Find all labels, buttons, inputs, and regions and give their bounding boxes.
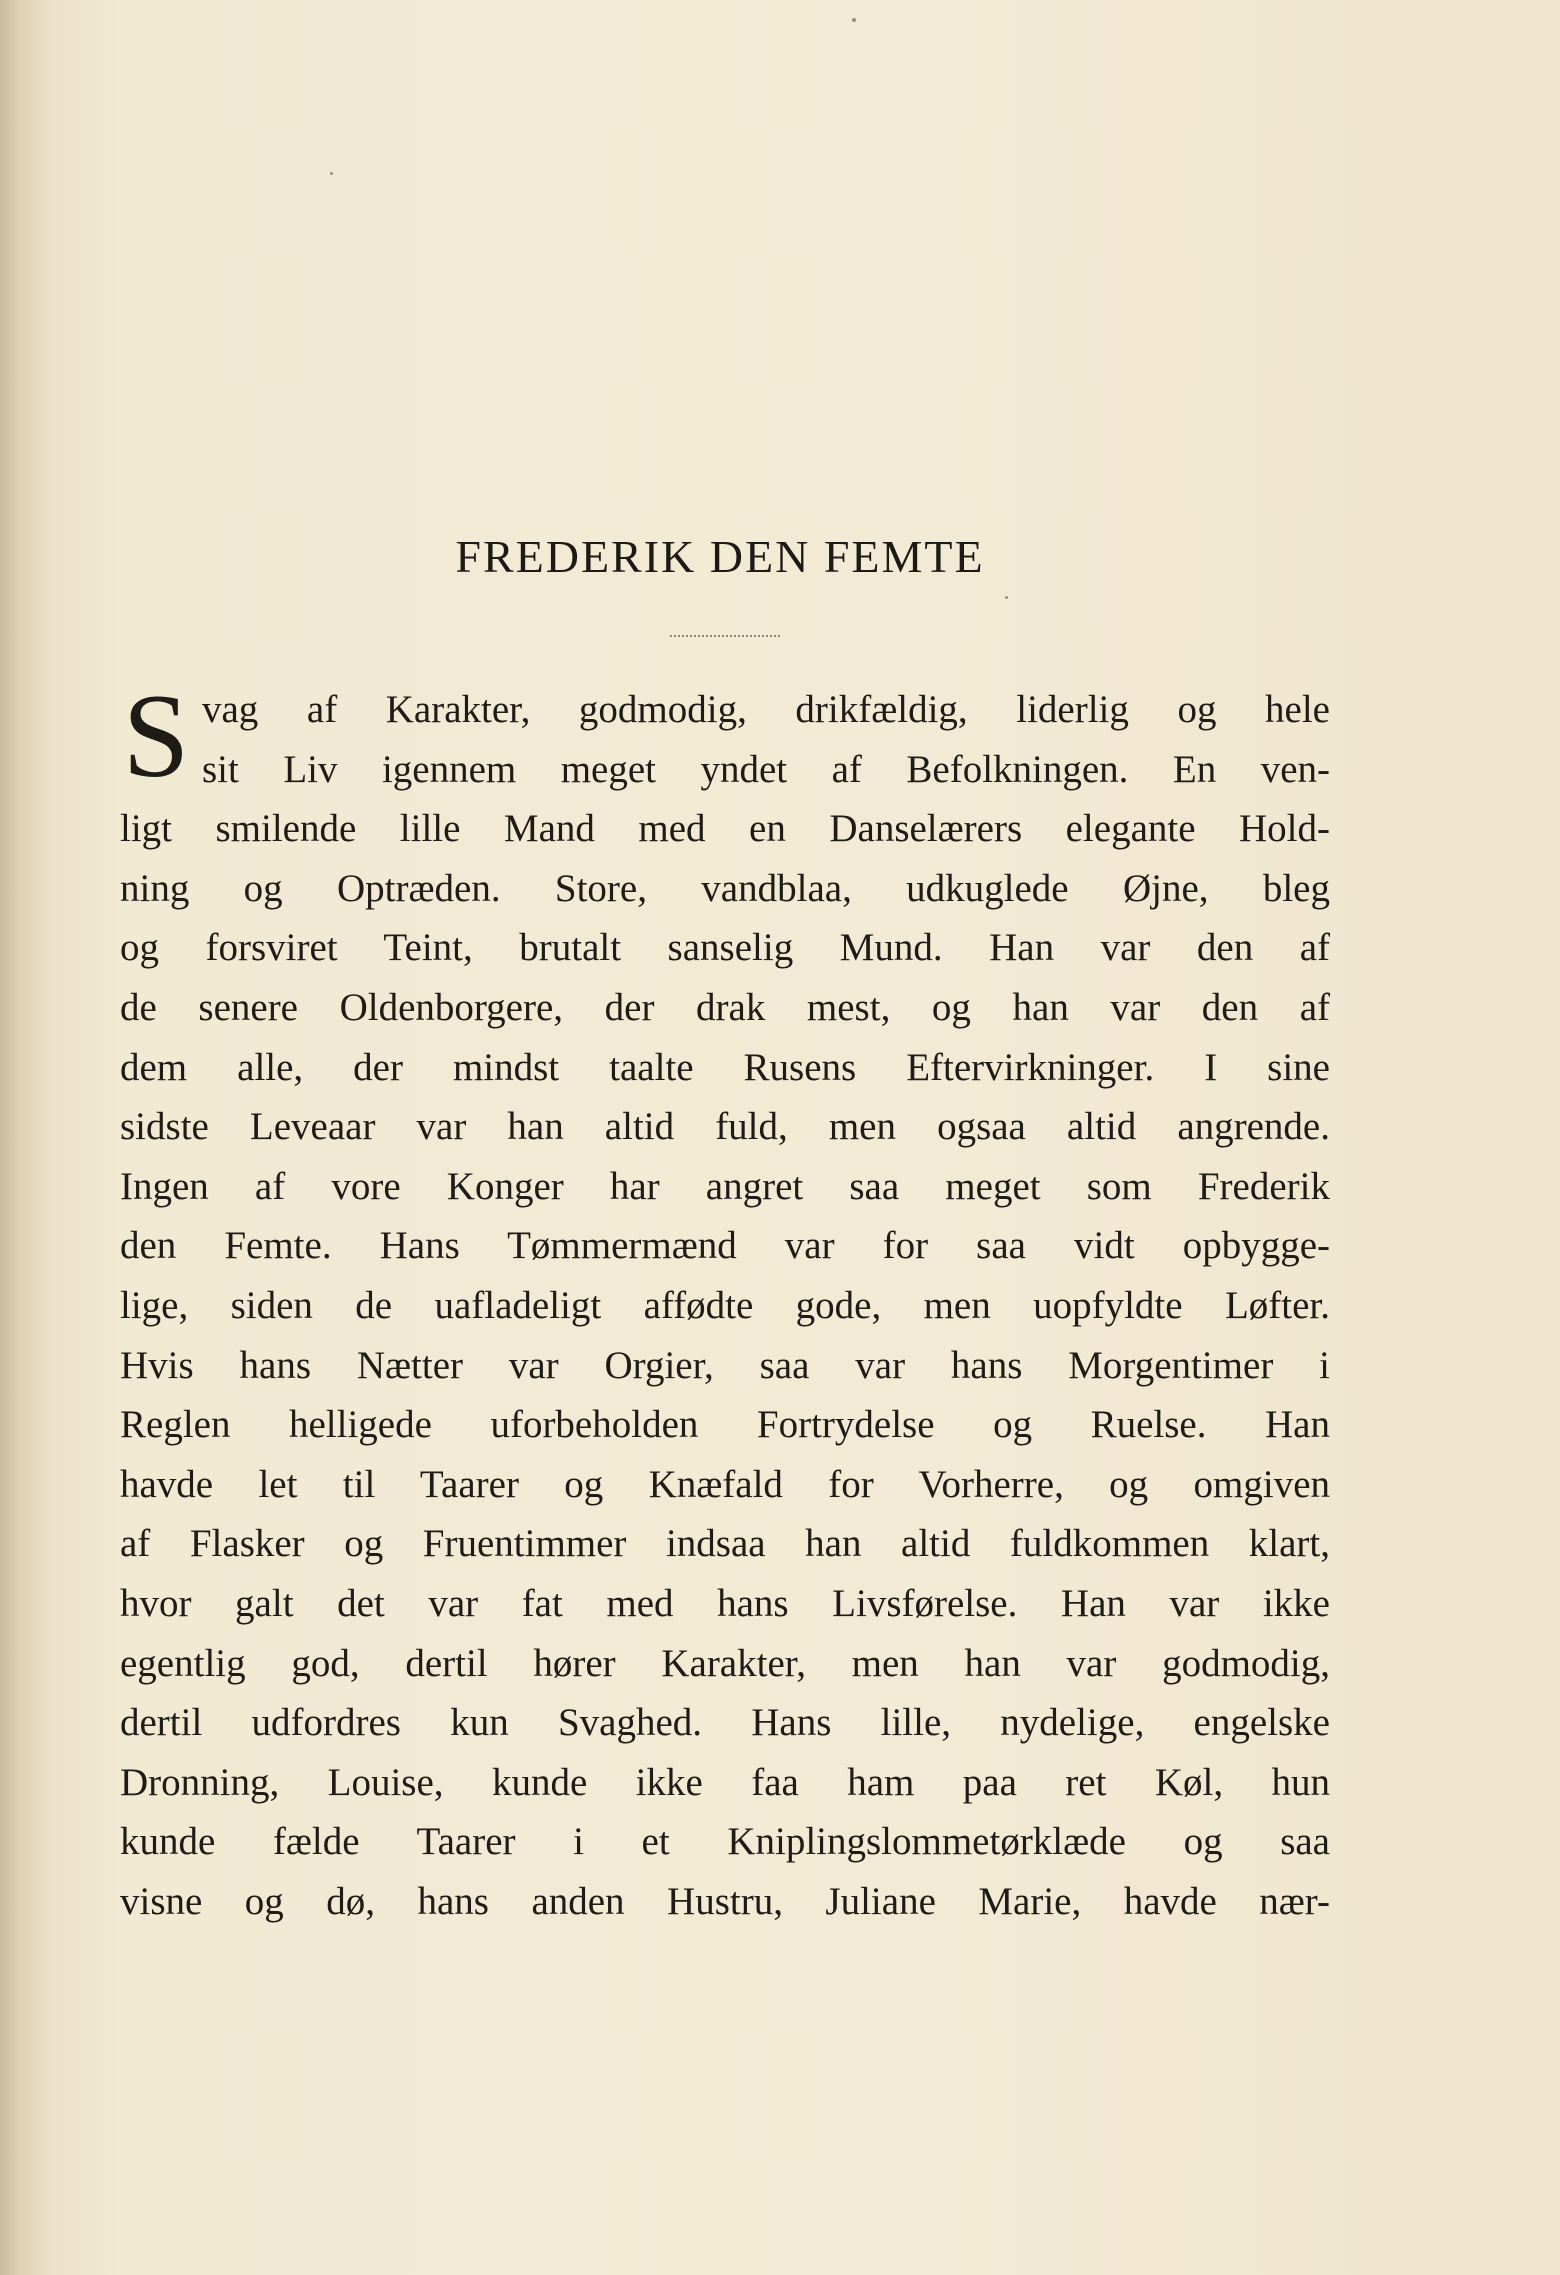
paper-speck xyxy=(330,172,333,175)
text-line: visne og dø, hans anden Hustru, Juliane Marie, havde nær- xyxy=(120,1879,1330,1923)
body-paragraph xyxy=(120,669,1330,1931)
text-line: kunde fælde Taarer i et Kniplingslommetørklæde og saa xyxy=(120,1820,1330,1864)
text-line: egentlig god, dertil hører Karakter, men han var godmodig, xyxy=(120,1641,1330,1685)
text-line: dertil udfordres kun Svaghed. Hans lille, nydelige, engelske xyxy=(120,1701,1330,1745)
chapter-title: FREDERIK DEN FEMTE xyxy=(455,531,985,582)
text-line: havde let til Taarer og Knæfald for Vorherre, og omgiven xyxy=(120,1462,1330,1506)
text-line: sidste Leveaar var han altid fuld, men ogsaa altid angrende. xyxy=(120,1105,1330,1149)
text-line: ning og Optræden. Store, vandblaa, udkuglede Øjne, bleg xyxy=(120,866,1330,910)
drop-cap: S xyxy=(122,669,190,802)
text-line: sit Liv igennem meget yndet af Befolkningen. En ven- xyxy=(202,747,1330,791)
text-line: de senere Oldenborgere, der drak mest, og han var den af xyxy=(120,985,1330,1029)
paper-speck xyxy=(852,18,856,22)
text-line: vag af Karakter, godmodig, drikfældig, liderlig og hele xyxy=(202,688,1330,731)
text-line: hvor galt det var fat med hans Livsførelse. Han var ikke xyxy=(120,1581,1330,1625)
text-line: dem alle, der mindst taalte Rusens Eftervirkninger. I sine xyxy=(120,1045,1330,1089)
title-ornament-rule xyxy=(670,635,780,637)
text-line: Reglen helligede uforbeholden Fortrydelse og Ruelse. Han xyxy=(120,1403,1330,1447)
text-line: af Flasker og Fruentimmer indsaa han altid fuldkommen klart, xyxy=(120,1522,1330,1566)
text-line: den Femte. Hans Tømmermænd var for saa vidt opbygge- xyxy=(120,1224,1330,1268)
paper-speck xyxy=(1005,596,1008,599)
text-line: og forsviret Teint, brutalt sanselig Mund. Han var den af xyxy=(120,926,1330,970)
text-line: ligt smilende lille Mand med en Danselærers elegante Hold- xyxy=(120,807,1330,851)
text-line: Dronning, Louise, kunde ikke faa ham paa ret Køl, hun xyxy=(120,1760,1330,1804)
text-line: lige, siden de uafladeligt affødte gode, men uopfyldte Løfter. xyxy=(120,1283,1330,1327)
text-line: Ingen af vore Konger har angret saa meget som Frederik xyxy=(120,1164,1330,1208)
text-line: Hvis hans Nætter var Orgier, saa var hans Morgentimer i xyxy=(120,1343,1330,1387)
